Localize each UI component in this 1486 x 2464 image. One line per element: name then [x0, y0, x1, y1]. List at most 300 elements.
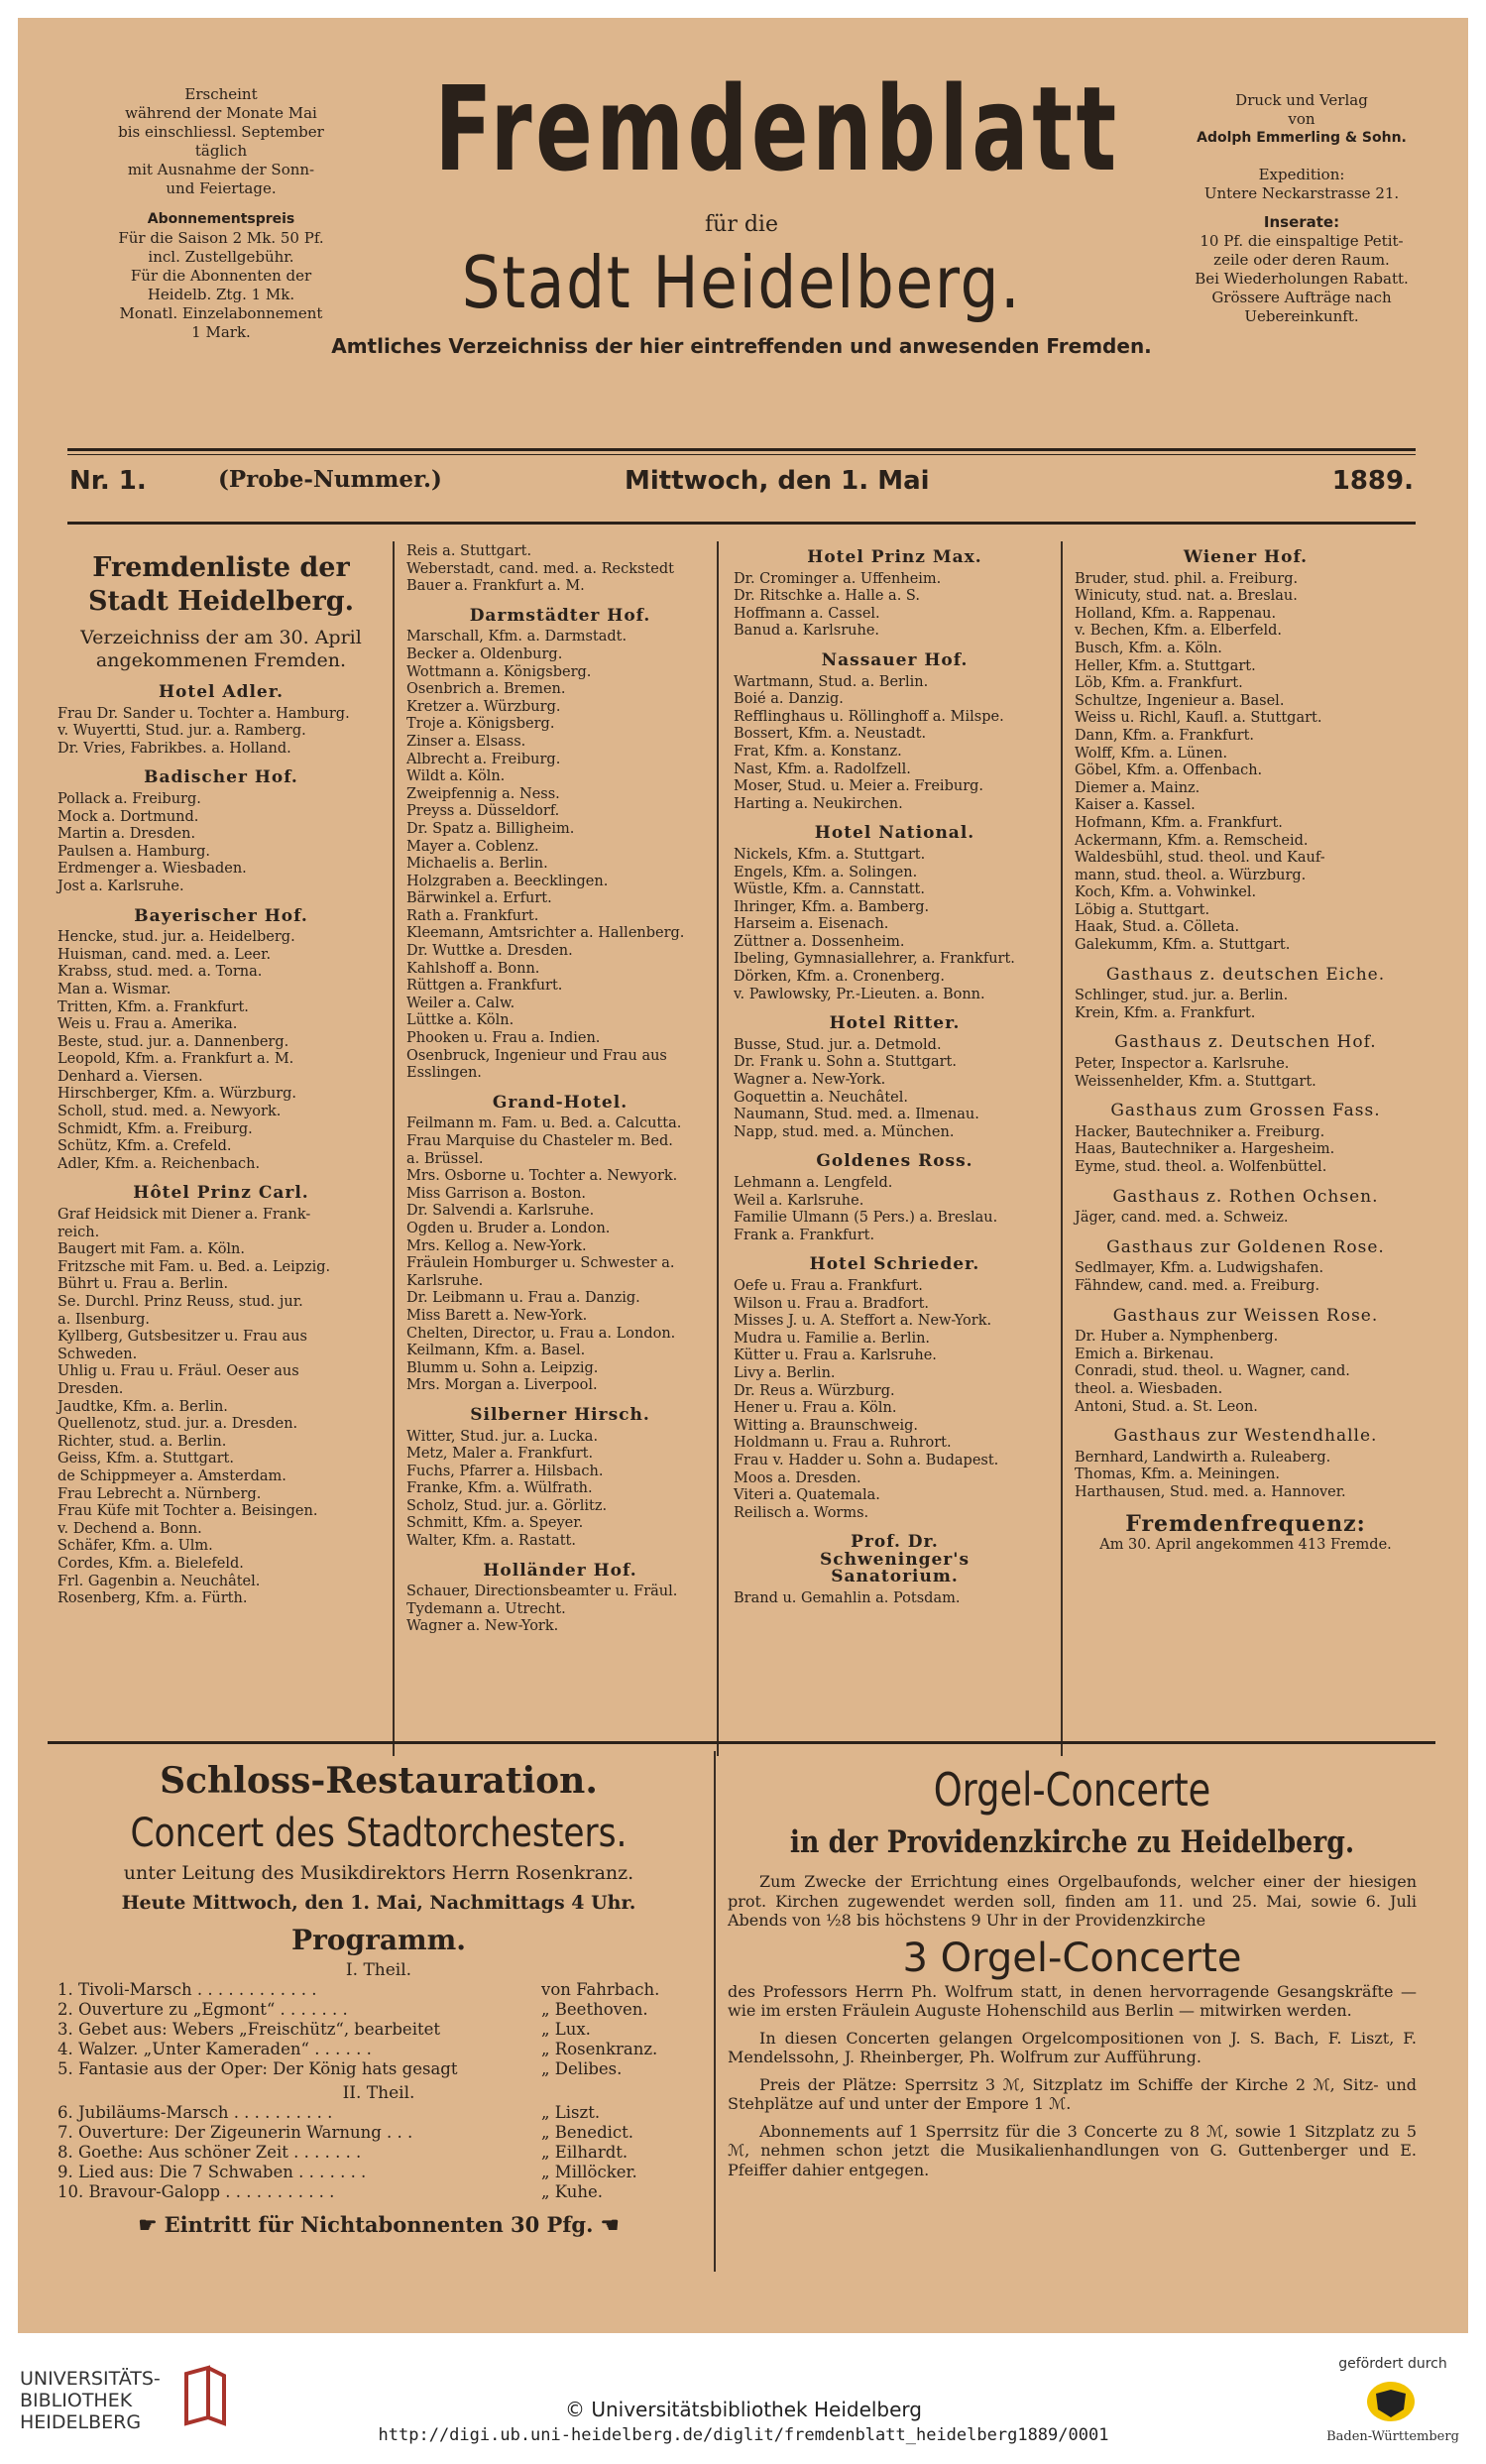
program-item	[57, 1980, 700, 2000]
library-name-line: BIBLIOTHEK	[20, 2390, 133, 2411]
program-composer: „ Liszt.	[541, 2103, 601, 2122]
state-name: Baden-Württemberg	[1326, 2429, 1459, 2444]
program-piece: 6. Jubiläums-Marsch . . . . . . . . . .	[57, 2103, 333, 2122]
issue-line	[69, 466, 1414, 506]
guest-entry: Dr. Crominger a. Uffenheim.	[734, 570, 942, 587]
guest-entry: Martin a. Dresden.	[57, 826, 196, 843]
info-line: während der Monate Mai	[125, 104, 317, 122]
guest-entry: Antoni, Stud. a. St. Leon.	[1075, 1398, 1258, 1415]
hotel-title-badischer: Badischer Hof.	[144, 767, 298, 788]
hotel-title-adler: Hotel Adler.	[158, 682, 285, 702]
hotel-title-eiche: Gasthaus z. deutschen Eiche.	[1105, 964, 1386, 985]
guest-entry: Bauer a. Frankfurt a. M.	[406, 578, 585, 595]
city-title: Stadt Heidelberg.	[461, 241, 1022, 324]
guest-entry: Naumann, Stud. med. a. Ilmenau.	[734, 1107, 979, 1123]
guest-entry: Witting a. Braunschweig.	[734, 1417, 919, 1434]
guest-entry: Hofmann, Kfm. a. Frankfurt.	[1075, 814, 1283, 831]
guest-entry: Schauer, Directionsbeamter u. Fräul.	[406, 1584, 678, 1600]
guest-entry: v. Pawlowsky, Pr.-Lieuten. a. Bonn.	[734, 986, 985, 1002]
guest-entry: Reilisch a. Worms.	[734, 1504, 869, 1521]
guest-entry: Jäger, cand. med. a. Schweiz.	[1075, 1210, 1289, 1227]
guest-list-adler	[57, 706, 385, 759]
guest-entry: Kaiser a. Kassel.	[1075, 797, 1196, 814]
guest-entry: Dörken, Kfm. a. Cronenberg.	[734, 969, 945, 986]
guest-entry: Dr. Reus a. Würzburg.	[734, 1382, 895, 1399]
guest-entry: Quellenotz, stud. jur. a. Dresden.	[57, 1416, 298, 1433]
guest-entry: Brand u. Gemahlin a. Potsdam.	[734, 1590, 961, 1607]
guest-entry: Jaudtke, Kfm. a. Berlin.	[57, 1398, 228, 1415]
program-item	[57, 2143, 700, 2163]
inserate-line: Bei Wiederholungen Rabatt.	[1195, 270, 1409, 288]
guest-entry: Blumm u. Sohn a. Leipzig.	[406, 1359, 599, 1376]
hotel-title-darmstaedter: Darmstädter Hof.	[469, 605, 651, 626]
hotel-title-carl: Hôtel Prinz Carl.	[133, 1183, 309, 1204]
guest-entry: Fritzsche mit Fam. u. Bed. a. Leipzig.	[57, 1258, 331, 1275]
guest-entry: Scholz, Stud. jur. a. Görlitz.	[406, 1497, 608, 1514]
guest-entry: Holland, Kfm. a. Rappenau.	[1075, 605, 1277, 622]
info-line: Erscheint	[184, 85, 258, 103]
program-piece: 2. Ouverture zu „Egmont“ . . . . . . .	[57, 2000, 348, 2019]
guest-entry: Frau Marquise du Chasteler m. Bed.	[406, 1133, 673, 1149]
guest-entry: Holdmann u. Frau a. Ruhrort.	[734, 1435, 952, 1452]
guest-entry: a. Ilsenburg.	[57, 1311, 151, 1328]
guest-entry: Baugert mit Fam. a. Köln.	[57, 1241, 246, 1258]
hotel-title-weisse-rose: Gasthaus zur Weissen Rose.	[1112, 1305, 1379, 1326]
verlag-line: von	[1288, 110, 1315, 128]
guest-entry: Keilmann, Kfm. a. Basel.	[406, 1343, 586, 1359]
program-composer: von Fahrbach.	[541, 1980, 660, 1999]
guest-entry: Fuchs, Pfarrer a. Hilsbach.	[406, 1463, 604, 1479]
program-composer: „ Benedict.	[541, 2123, 634, 2142]
source-link[interactable]: http://digi.ub.uni-heidelberg.de/diglit/fremdenblatt_heidelberg1889/0001	[378, 2425, 1109, 2445]
price-heading: Abonnementspreis	[147, 211, 295, 227]
guest-entry: Rath a. Frankfurt.	[406, 907, 539, 924]
price-line: Für die Saison 2 Mk. 50 Pf.	[118, 229, 324, 247]
guest-entry: Reis a. Stuttgart.	[406, 543, 532, 559]
program-item	[57, 2163, 700, 2182]
guest-entry: Michaelis a. Berlin.	[406, 856, 548, 873]
guest-list-grand	[406, 1115, 714, 1395]
orgel-prof: des Professors Herrn Ph. Wolfrum statt, in denen hervorragende Gesangskräfte — wie im ersten Fräulein Auguste Hohenschild aus Berlin — mitwirken werden.	[728, 1981, 1417, 2020]
guest-list-top	[406, 543, 714, 596]
guest-entry: Eyme, stud. theol. a. Wolfenbüttel.	[1075, 1159, 1327, 1175]
program-piece: 9. Lied aus: Die 7 Schwaben . . . . . . .	[57, 2163, 367, 2181]
guest-entry: Bührt u. Frau a. Berlin.	[57, 1276, 229, 1293]
guest-entry: Harthausen, Stud. med. a. Hannover.	[1075, 1483, 1346, 1500]
guest-entry: Ogden u. Bruder a. London.	[406, 1220, 611, 1236]
eintritt-line	[52, 2212, 706, 2237]
guest-entry: Hoffmann a. Cassel.	[734, 605, 880, 622]
guest-entry: Chelten, Director, u. Frau a. London.	[406, 1325, 676, 1342]
column-rule-1	[393, 541, 395, 1756]
guest-entry: Oefe u. Frau a. Frankfurt.	[734, 1277, 923, 1294]
guest-entry: mann, stud. theol. a. Würzburg.	[1075, 867, 1307, 883]
program-piece: 1. Tivoli-Marsch . . . . . . . . . . . .	[57, 1980, 317, 1999]
eintritt-text: Eintritt für Nichtabonnenten 30 Pfg.	[164, 2212, 594, 2237]
gefoerdert: gefördert durch	[1338, 2356, 1447, 2372]
guest-entry: Bossert, Kfm. a. Neustadt.	[734, 726, 927, 743]
hotel-title-schrieder: Hotel Schrieder.	[809, 1254, 980, 1275]
guest-entry: Ihringer, Kfm. a. Bamberg.	[734, 898, 930, 915]
guest-entry: Wagner a. New-York.	[734, 1072, 886, 1089]
hotel-title-grand: Grand-Hotel.	[492, 1092, 629, 1113]
guest-list-westend	[1075, 1450, 1417, 1502]
guest-entry: Osenbruck, Ingenieur und Frau aus	[406, 1047, 667, 1064]
theil-2: II. Theil.	[342, 2083, 415, 2103]
rule-bottom	[48, 1741, 1435, 1744]
guest-entry: Osenbrich a. Bremen.	[406, 681, 566, 698]
guest-entry: a. Brüssel.	[406, 1150, 484, 1167]
info-line: bis einschliessl. September	[118, 123, 324, 141]
newspaper-page	[18, 18, 1468, 2333]
guest-entry: Dr. Wuttke a. Dresden.	[406, 943, 573, 960]
info-line: täglich	[194, 142, 248, 160]
guest-entry: Haas, Bautechniker a. Hargesheim.	[1075, 1141, 1335, 1158]
hotel-title-deutschenhof: Gasthaus z. Deutschen Hof.	[1114, 1032, 1377, 1053]
issue-number: Nr. 1.	[69, 466, 147, 496]
column-1	[57, 551, 385, 1608]
guest-entry: Miss Barett a. New-York.	[406, 1307, 588, 1324]
program-part-1	[52, 1980, 706, 2079]
hotel-title-ritter: Hotel Ritter.	[829, 1013, 961, 1034]
hotel-title-ross: Goldenes Ross.	[816, 1151, 973, 1172]
frequenz-text: Am 30. April angekommen 413 Fremde.	[1099, 1537, 1392, 1554]
guest-entry: Nast, Kfm. a. Radolfzell.	[734, 761, 911, 777]
program-composer: „ Delibes.	[541, 2059, 623, 2078]
orgel-program: In diesen Concerten gelangen Orgelcompositionen von J. S. Bach, F. Liszt, F. Mendelssohn, J. Rheinberger, Ph. Wolfrum zur Aufführung.	[728, 2028, 1417, 2066]
guest-entry: Schäfer, Kfm. a. Ulm.	[57, 1538, 213, 1555]
hotel-title-ochsen: Gasthaus z. Rothen Ochsen.	[1112, 1186, 1379, 1207]
guest-entry: Wildt a. Köln.	[406, 768, 506, 785]
guest-entry: Peter, Inspector a. Karlsruhe.	[1075, 1056, 1290, 1073]
guest-entry: Familie Ulmann (5 Pers.) a. Breslau.	[734, 1210, 998, 1227]
publisher: Adolph Emmerling & Sohn.	[1197, 130, 1407, 146]
guest-entry: Züttner a. Dossenheim.	[734, 933, 905, 950]
guest-entry: Hener u. Frau a. Köln.	[734, 1400, 897, 1417]
column-rule-ads	[714, 1751, 716, 2272]
program-part-2	[52, 2103, 706, 2202]
guest-entry: Weis u. Frau a. Amerika.	[57, 1016, 238, 1033]
guest-entry: Tydemann a. Utrecht.	[406, 1600, 566, 1617]
guest-list-sanatorium	[734, 1590, 1056, 1608]
guest-entry: Wartmann, Stud. a. Berlin.	[734, 673, 929, 690]
guest-entry: Napp, stud. med. a. München.	[734, 1123, 955, 1140]
guest-entry: Misses J. u. A. Steffort a. New-York.	[734, 1313, 992, 1330]
guest-entry: Fräulein Homburger u. Schwester a.	[406, 1255, 675, 1272]
guest-entry: Albrecht a. Freiburg.	[406, 751, 561, 767]
guest-entry: Winicuty, stud. nat. a. Breslau.	[1075, 588, 1298, 605]
guest-entry: Hirschberger, Kfm. a. Würzburg.	[57, 1086, 297, 1103]
guest-entry: Frat, Kfm. a. Konstanz.	[734, 743, 902, 760]
guest-entry: Dr. Vries, Fabrikbes. a. Holland.	[57, 740, 291, 757]
inserate-line: 10 Pf. die einspaltige Petit-	[1200, 232, 1404, 250]
expedition-line: Untere Neckarstrasse 21.	[1203, 184, 1400, 202]
guest-entry: Paulsen a. Hamburg.	[57, 843, 211, 860]
schloss-concert: Concert des Stadtorchesters.	[130, 1811, 628, 1856]
hotel-title-wiener: Wiener Hof.	[1183, 547, 1309, 567]
guest-entry: Adler, Kfm. a. Reichenbach.	[57, 1155, 261, 1172]
program-item	[57, 2182, 700, 2202]
guest-entry: Mrs. Morgan a. Liverpool.	[406, 1377, 598, 1394]
guest-entry: Goquettin a. Neuchâtel.	[734, 1089, 908, 1106]
info-line: und Feiertage.	[166, 179, 277, 197]
price-lines	[107, 229, 335, 342]
guest-entry: Schultze, Ingenieur a. Basel.	[1075, 692, 1285, 709]
guest-entry: Löb, Kfm. a. Frankfurt.	[1075, 675, 1243, 692]
program-item	[57, 2020, 700, 2040]
program-piece: 5. Fantasie aus der Oper: Der König hats gesagt	[57, 2059, 458, 2078]
guest-entry: Harseim a. Eisenach.	[734, 916, 889, 933]
guest-entry: Phooken u. Frau a. Indien.	[406, 1030, 601, 1047]
hotel-title-fass: Gasthaus zum Grossen Fass.	[1110, 1101, 1381, 1121]
info-lines	[107, 85, 335, 198]
library-name-line: HEIDELBERG	[20, 2411, 142, 2433]
guest-list-national	[734, 847, 1056, 1003]
guest-entry: Kyllberg, Gutsbesitzer u. Frau aus	[57, 1329, 307, 1346]
guest-entry: Hencke, stud. jur. a. Heidelberg.	[57, 929, 295, 946]
price-line: 1 Mark.	[191, 323, 251, 341]
guest-entry: Rosenberg, Kfm. a. Fürth.	[57, 1590, 248, 1607]
program-composer: „ Millöcker.	[541, 2163, 637, 2181]
guest-entry: Weiler a. Calw.	[406, 995, 515, 1011]
inserate-line: Uebereinkunft.	[1244, 307, 1359, 325]
guest-entry: Mudra u. Familie a. Berlin.	[734, 1330, 931, 1347]
guest-entry: Engels, Kfm. a. Solingen.	[734, 864, 918, 880]
fremdenliste-heading: Fremdenliste der Stadt Heidelberg.	[87, 552, 355, 617]
price-line: incl. Zustellgebühr.	[148, 248, 294, 266]
guest-entry: Feilmann m. Fam. u. Bed. a. Calcutta.	[406, 1115, 682, 1132]
guest-entry: Wüstle, Kfm. a. Cannstatt.	[734, 881, 925, 898]
program-piece: 4. Walzer. „Unter Kameraden“ . . . . . .	[57, 2040, 372, 2058]
guest-entry: Waldesbühl, stud. theol. und Kauf-	[1075, 850, 1325, 867]
guest-entry: Troje a. Königsberg.	[406, 716, 555, 733]
copyright: © Universitätsbibliothek Heidelberg	[564, 2398, 922, 2421]
guest-entry: Kretzer a. Würzburg.	[406, 698, 561, 715]
guest-entry: v. Wuyertti, Stud. jur. a. Ramberg.	[57, 723, 306, 740]
guest-entry: Leopold, Kfm. a. Frankfurt a. M.	[57, 1051, 294, 1068]
inserate-line: zeile oder deren Raum.	[1213, 251, 1390, 269]
guest-entry: Kütter u. Frau a. Karlsruhe.	[734, 1348, 937, 1364]
hotel-title-bayerischer: Bayerischer Hof.	[134, 905, 308, 926]
inserate-lines	[1158, 232, 1445, 326]
guest-entry: Busch, Kfm. a. Köln.	[1075, 640, 1222, 656]
guest-entry: Schmitt, Kfm. a. Speyer.	[406, 1515, 584, 1532]
guest-entry: Dr. Spatz a. Billigheim.	[406, 820, 575, 837]
guest-list-prinzmax	[734, 571, 1056, 641]
guest-entry: Dr. Huber a. Nymphenberg.	[1075, 1329, 1279, 1346]
price-line: Heidelb. Ztg. 1 Mk.	[147, 286, 295, 303]
guest-entry: Krein, Kfm. a. Frankfurt.	[1075, 1004, 1256, 1021]
guest-list-goldene-rose	[1075, 1260, 1417, 1295]
guest-entry: Refflinghaus u. Röllinghoff a. Milspe.	[734, 708, 1004, 725]
rule-issue-bottom	[67, 522, 1416, 525]
guest-entry: Galekumm, Kfm. a. Stuttgart.	[1075, 937, 1291, 954]
guest-entry: v. Dechend a. Bonn.	[57, 1520, 202, 1537]
guest-entry: Bärwinkel a. Erfurt.	[406, 890, 552, 907]
guest-entry: Viteri a. Quatemala.	[734, 1487, 880, 1504]
guest-list-silberner	[406, 1429, 714, 1551]
guest-entry: Harting a. Neukirchen.	[734, 795, 903, 812]
pointing-hand-left-icon: ☛	[138, 2212, 158, 2237]
schloss-title: Schloss-Restauration.	[160, 1760, 598, 1802]
guest-entry: Heller, Kfm. a. Stuttgart.	[1075, 657, 1256, 674]
guest-entry: Livy a. Berlin.	[734, 1364, 836, 1381]
subtitle: Amtliches Verzeichniss der hier eintreffenden und anwesenden Fremden.	[331, 334, 1152, 358]
guest-entry: v. Bechen, Kfm. a. Elberfeld.	[1075, 623, 1283, 640]
guest-entry: theol. a. Wiesbaden.	[1075, 1380, 1223, 1397]
guest-entry: Erdmenger a. Wiesbaden.	[57, 861, 247, 878]
column-2	[406, 543, 714, 1636]
hotel-title-nassauer: Nassauer Hof.	[821, 649, 969, 670]
guest-entry: Mrs. Kellog a. New-York.	[406, 1237, 587, 1254]
issue-date: Mittwoch, den 1. Mai	[625, 466, 930, 496]
guest-entry: Miss Garrison a. Boston.	[406, 1185, 587, 1202]
inserate-heading: Inserate:	[1263, 213, 1340, 231]
guest-entry: Witter, Stud. jur. a. Lucka.	[406, 1428, 599, 1445]
guest-entry: Weil a. Karlsruhe.	[734, 1192, 864, 1209]
guest-entry: Dr. Frank u. Sohn a. Stuttgart.	[734, 1054, 957, 1071]
library-name-line: UNIVERSITÄTS-	[20, 2368, 161, 2390]
guest-entry: Schütz, Kfm. a. Crefeld.	[57, 1138, 232, 1155]
guest-list-nassauer	[734, 674, 1056, 814]
guest-entry: Koch, Kfm. a. Vohwinkel.	[1075, 884, 1257, 901]
guest-entry: Moos a. Dresden.	[734, 1469, 861, 1486]
guest-entry: Conradi, stud. theol. u. Wagner, cand.	[1075, 1363, 1350, 1380]
guest-list-ross	[734, 1175, 1056, 1244]
guest-list-weisse-rose	[1075, 1329, 1417, 1416]
guest-entry: Weissenhelder, Kfm. a. Stuttgart.	[1075, 1073, 1316, 1090]
pointing-hand-right-icon: ☚	[600, 2212, 620, 2237]
guest-entry: Kahlshoff a. Bonn.	[406, 960, 540, 977]
orgel-intro: Zum Zwecke der Errichtung eines Orgelbaufonds, welcher einer der hiesigen prot. Kirchen zugewendet werden soll, finden am 11. und 25. Mai, sowie 6. Juli Abends von ½8 bis höchstens 9 Uhr in der Providenzkirche	[728, 1872, 1417, 1930]
digitization-footer	[0, 2340, 1486, 2464]
guest-entry: Beste, stud. jur. a. Dannenberg.	[57, 1033, 289, 1050]
guest-entry: Thomas, Kfm. a. Meiningen.	[1075, 1467, 1281, 1483]
verlag-line: Druck und Verlag	[1235, 91, 1368, 109]
guest-entry: Nickels, Kfm. a. Stuttgart.	[734, 846, 926, 863]
guest-list-schrieder	[734, 1278, 1056, 1522]
program-piece: 10. Bravour-Galopp . . . . . . . . . . .	[57, 2182, 335, 2201]
guest-entry: Uhlig u. Frau u. Fräul. Oeser aus	[57, 1363, 299, 1380]
guest-entry: Se. Durchl. Prinz Reuss, stud. jur.	[57, 1294, 303, 1310]
probe-label: (Probe-Nummer.)	[218, 466, 442, 493]
orgel-abos: Abonnements auf 1 Sperrsitz für die 3 Concerte zu 8 ℳ, sowie 1 Sitzplatz zu 5 ℳ, nehmen schon jetzt die Musikalienhandlungen von G. Guttenberger und E. Pfeiffer dahier entgegen.	[728, 2121, 1417, 2179]
guest-entry: Metz, Maler a. Frankfurt.	[406, 1446, 594, 1463]
program-composer: „ Eilhardt.	[541, 2143, 629, 2162]
rule-top-thin	[67, 454, 1416, 455]
guest-entry: Dresden.	[57, 1380, 124, 1397]
guest-list-eiche	[1075, 988, 1417, 1022]
program-piece: 7. Ouverture: Der Zigeunerin Warnung . . .	[57, 2123, 413, 2142]
guest-entry: Hacker, Bautechniker a. Freiburg.	[1075, 1123, 1325, 1140]
guest-entry: Frau Lebrecht a. Nürnberg.	[57, 1485, 262, 1502]
guest-entry: Preyss a. Düsseldorf.	[406, 803, 560, 820]
guest-list-carl	[57, 1207, 385, 1608]
guest-entry: Haak, Stud. a. Cölleta.	[1075, 919, 1240, 936]
program-item	[57, 2000, 700, 2020]
program-composer: „ Lux.	[541, 2020, 591, 2039]
guest-entry: Ibeling, Gymnasiallehrer, a. Frankfurt.	[734, 951, 1015, 968]
guest-entry: Boié a. Danzig.	[734, 691, 844, 708]
guest-entry: Schlinger, stud. jur. a. Berlin.	[1075, 988, 1289, 1004]
guest-entry: Schweden.	[57, 1346, 138, 1362]
issue-year: 1889.	[1331, 466, 1414, 496]
guest-entry: Emich a. Birkenau.	[1075, 1346, 1214, 1362]
schloss-ad	[52, 1759, 706, 2237]
guest-entry: Busse, Stud. jur. a. Detmold.	[734, 1036, 942, 1053]
guest-entry: Ackermann, Kfm. a. Remscheid.	[1075, 832, 1309, 849]
guest-entry: Denhard a. Viersen.	[57, 1068, 203, 1085]
orgel-title: Orgel-Concerte	[933, 1763, 1211, 1817]
guest-entry: Weberstadt, cand. med. a. Reckstedt	[406, 560, 674, 577]
column-rule-2	[717, 541, 719, 1756]
hotel-title-westend: Gasthaus zur Westendhalle.	[1113, 1426, 1378, 1447]
guest-entry: Cordes, Kfm. a. Bielefeld.	[57, 1555, 244, 1572]
guest-entry: Richter, stud. a. Berlin.	[57, 1433, 227, 1450]
expedition-line: Expedition:	[1258, 166, 1345, 183]
program-item	[57, 2040, 700, 2059]
guest-entry: Geiss, Kfm. a. Stuttgart.	[57, 1451, 234, 1467]
guest-entry: Frau v. Hadder u. Sohn a. Budapest.	[734, 1452, 999, 1468]
guest-entry: Krabss, stud. med. a. Torna.	[57, 964, 263, 981]
guest-entry: Huisman, cand. med. a. Leer.	[57, 946, 272, 963]
info-line: mit Ausnahme der Sonn-	[127, 161, 315, 178]
guest-entry: Dr. Salvendi a. Karlsruhe.	[406, 1203, 595, 1220]
hotel-title-sanatorium: Prof. Dr. Schweninger's Sanatorium.	[819, 1532, 971, 1587]
guest-entry: Weiss u. Richl, Kaufl. a. Stuttgart.	[1075, 710, 1322, 727]
fur-die: für die	[705, 212, 778, 237]
library-logo-icon	[178, 2364, 230, 2427]
guest-entry: Löbig a. Stuttgart.	[1075, 901, 1210, 918]
orgel-three: 3 Orgel-Concerte	[902, 1935, 1242, 1981]
price-line: Monatl. Einzelabonnement	[119, 304, 323, 322]
guest-entry: Pollack a. Freiburg.	[57, 790, 201, 807]
guest-entry: Becker a. Oldenburg.	[406, 645, 563, 662]
frequenz-title: Fremdenfrequenz:	[1125, 1510, 1366, 1537]
orgel-preise: Preis der Plätze: Sperrsitz 3 ℳ, Sitzplatz im Schiffe der Kirche 2 ℳ, Sitz- und Stehplätze auf und unter der Empore 1 ℳ.	[728, 2074, 1417, 2113]
guest-entry: Zweipfennig a. Ness.	[406, 785, 560, 802]
guest-entry: Fähndew, cand. med. a. Freiburg.	[1075, 1277, 1320, 1294]
masthead-center	[315, 60, 1168, 358]
guest-entry: Dr. Leibmann u. Frau a. Danzig.	[406, 1290, 640, 1307]
guest-entry: Wilson u. Frau a. Bradfort.	[734, 1295, 930, 1312]
hotel-title-hollaender: Holländer Hof.	[483, 1560, 637, 1581]
guest-list-wiener	[1075, 571, 1417, 955]
guest-entry: Dr. Ritschke a. Halle a. S.	[734, 588, 920, 605]
hotel-title-national: Hotel National.	[814, 823, 975, 844]
fremdenliste-intro: Verzeichniss der am 30. April angekommenen Fremden.	[80, 627, 362, 671]
inserate-line: Grössere Aufträge nach	[1211, 289, 1392, 306]
guest-list-bayerischer	[57, 929, 385, 1173]
guest-entry: Göbel, Kfm. a. Offenbach.	[1075, 763, 1263, 779]
hotel-title-silberner: Silberner Hirsch.	[470, 1404, 650, 1425]
price-line: Für die Abonnenten der	[130, 267, 312, 285]
guest-entry: Franke, Kfm. a. Wülfrath.	[406, 1480, 593, 1497]
guest-entry: Mock a. Dortmund.	[57, 808, 199, 825]
schloss-leitung: unter Leitung des Musikdirektors Herrn Rosenkranz.	[123, 1862, 634, 1884]
guest-entry: Frank a. Frankfurt.	[734, 1227, 875, 1243]
guest-entry: Rüttgen a. Frankfurt.	[406, 978, 563, 995]
schloss-when: Heute Mittwoch, den 1. Mai, Nachmittags 4 Uhr.	[121, 1892, 636, 1914]
expedition	[1158, 166, 1445, 203]
hotel-title-prinzmax: Hotel Prinz Max.	[807, 547, 982, 567]
guest-list-ritter	[734, 1037, 1056, 1142]
guest-entry: Karlsruhe.	[406, 1272, 484, 1289]
guest-entry: Lüttke a. Köln.	[406, 1012, 514, 1029]
newspaper-title: Fremdenblatt	[434, 60, 1120, 197]
guest-list-darmstaedter	[406, 629, 714, 1082]
guest-entry: Wolff, Kfm. a. Lünen.	[1075, 745, 1228, 762]
